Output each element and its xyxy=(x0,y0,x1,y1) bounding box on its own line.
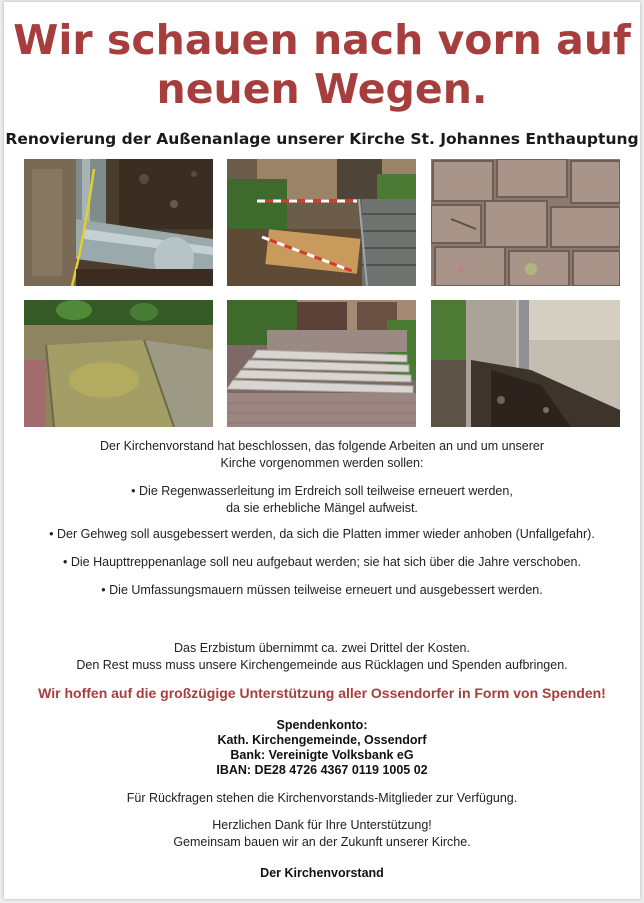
headline-line-1: Wir schauen nach vorn auf xyxy=(13,16,631,64)
headline xyxy=(4,16,640,114)
bullet-1-line-1: • Die Regenwasserleitung im Erdreich soll teilweise erneuert werden, xyxy=(131,484,513,498)
bullet-item xyxy=(4,526,640,543)
subtitle: Renovierung der Außenanlage unserer Kirche St. Johannes Enthauptung xyxy=(5,130,639,148)
photo-main-staircase xyxy=(227,300,416,427)
bullet-2-line-1: • Der Gehweg soll ausgebessert werden, da sich die Platten immer wieder anhoben (Unfallgefahr). xyxy=(49,527,595,541)
photo-paving-slabs xyxy=(431,159,620,286)
photo-stairs-barrier xyxy=(227,159,416,286)
intro-line-1: Der Kirchenvorstand hat beschlossen, das folgende Arbeiten an und um unserer xyxy=(99,439,545,453)
photo-mossy-slabs xyxy=(24,300,213,427)
bullet-item xyxy=(4,554,640,571)
bullet-item xyxy=(4,582,640,599)
thanks-line-1: Herzlichen Dank für Ihre Unterstützung! xyxy=(212,818,432,832)
thanks-line-2: Gemeinsam bauen wir an der Zukunft unserer Kirche. xyxy=(173,835,471,849)
photo-drain-pipe xyxy=(24,159,213,286)
bullet-item xyxy=(4,483,640,517)
account-label: Spendenkonto: xyxy=(276,718,368,732)
contact-text: Für Rückfragen stehen die Kirchenvorstands-Mitglieder zur Verfügung. xyxy=(126,791,518,805)
account-iban: IBAN: DE28 4726 4367 0119 1005 02 xyxy=(216,763,428,777)
donation-appeal: Wir hoffen auf die großzügige Unterstützung aller Ossendorfer in Form von Spenden! xyxy=(38,685,606,701)
intro-text xyxy=(4,438,640,472)
photo-enclosure-wall xyxy=(431,300,620,427)
bullet-1-line-2: da sie erhebliche Mängel aufweist. xyxy=(226,501,418,515)
account-holder: Kath. Kirchengemeinde, Ossendorf xyxy=(217,733,427,747)
intro-line-2: Kirche vorgenommen werden sollen: xyxy=(220,456,424,470)
account-bank: Bank: Vereinigte Volksbank eG xyxy=(230,748,414,762)
signature: Der Kirchenvorstand xyxy=(260,866,384,880)
costs-text xyxy=(4,640,640,674)
costs-line-1: Das Erzbistum übernimmt ca. zwei Drittel der Kosten. xyxy=(174,641,470,655)
flyer-page xyxy=(4,2,640,899)
bullet-4-line-1: • Die Umfassungsmauern müssen teilweise erneuert und ausgebessert werden. xyxy=(101,583,543,597)
costs-line-2: Den Rest muss muss unsere Kirchengemeinde aus Rücklagen und Spenden aufbringen. xyxy=(76,658,568,672)
donation-account xyxy=(4,718,640,778)
headline-line-2: neuen Wegen. xyxy=(156,65,488,113)
bullet-3-line-1: • Die Haupttreppenanlage soll neu aufgebaut werden; sie hat sich über die Jahre verschoben. xyxy=(63,555,581,569)
thanks-text xyxy=(4,817,640,851)
